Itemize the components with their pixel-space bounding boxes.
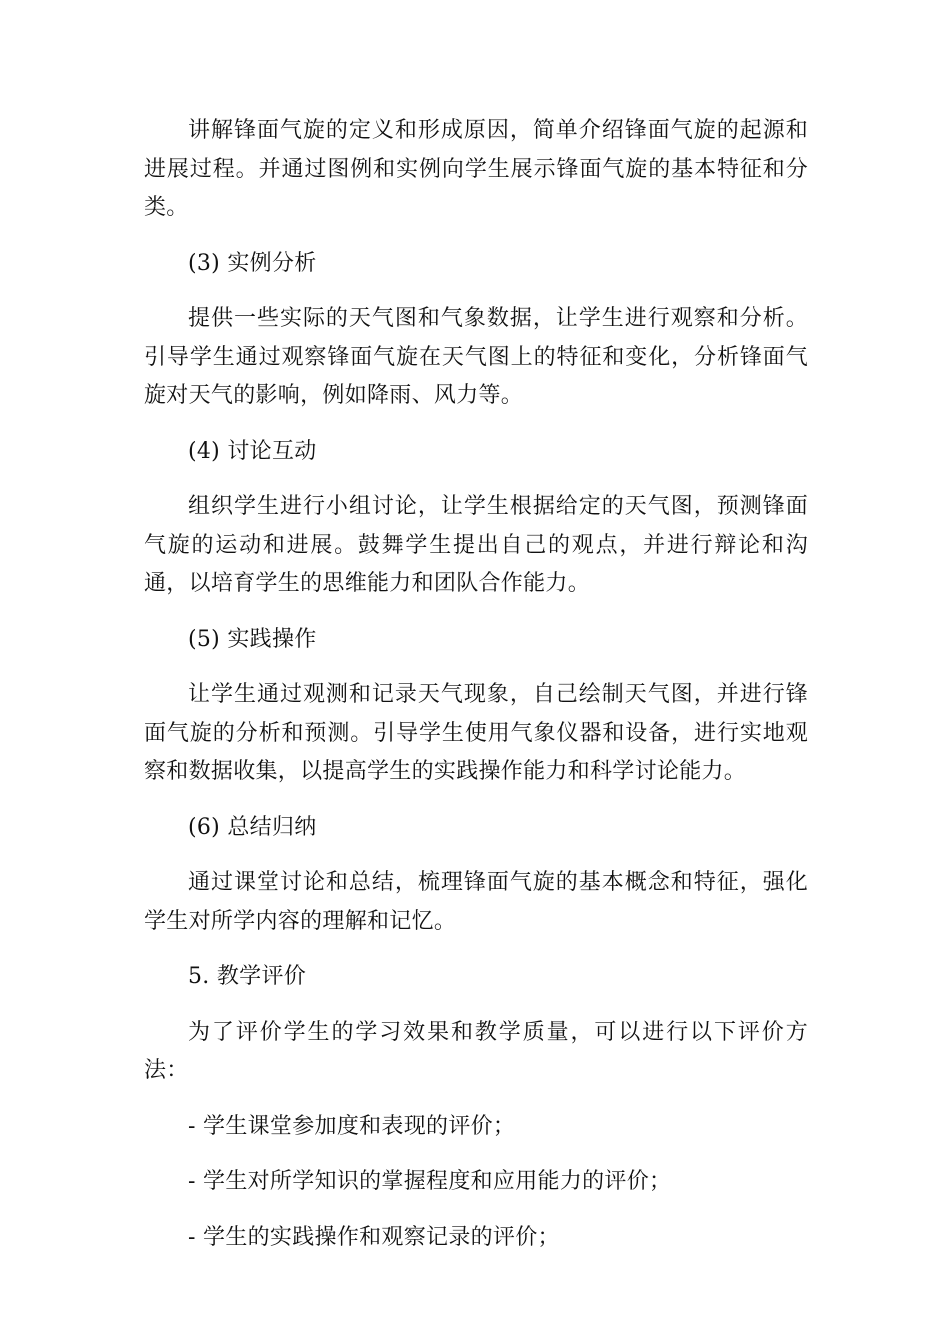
paragraph-intro: 讲解锋面气旋的定义和形成原因，简单介绍锋面气旋的起源和进展过程。并通过图例和实例向学生展示锋面气旋的基本特征和分类。 [144,118,808,220]
section-heading-5: (5) 实践操作 [188,626,317,652]
section-heading-6: (6) 总结归纳 [188,814,317,840]
paragraph-case-analysis: 提供一些实际的天气图和气象数据，让学生进行观察和分析。引导学生通过观察锋面气旋在天气图上的特征和变化，分析锋面气旋对天气的影响，例如降雨、风力等。 [144,306,808,408]
section-heading-evaluation: 5. 教学评价 [188,964,307,989]
paragraph-practice: 让学生通过观测和记录天气现象，自己绘制天气图，并进行锋面气旋的分析和预测。引导学生使用气象仪器和设备，进行实地观察和数据收集，以提高学生的实践操作能力和科学讨论能力。 [144,682,808,784]
paragraph-discussion: 组织学生进行小组讨论，让学生根据给定的天气图，预测锋面气旋的运动和进展。鼓舞学生提出自己的观点，并进行辩论和沟通，以培育学生的思维能力和团队合作能力。 [144,494,808,596]
paragraph-summary: 通过课堂讨论和总结，梳理锋面气旋的基本概念和特征，强化学生对所学内容的理解和记忆。 [144,870,808,934]
list-item: - 学生对所学知识的掌握程度和应用能力的评价； [188,1169,672,1194]
paragraph-evaluation-intro: 为了评价学生的学习效果和教学质量，可以进行以下评价方法： [144,1019,808,1083]
section-heading-3: (3) 实例分析 [188,250,317,276]
list-item: - 学生课堂参加度和表现的评价； [188,1113,516,1139]
section-heading-4: (4) 讨论互动 [188,438,317,464]
list-item: - 学生的实践操作和观察记录的评价； [188,1224,560,1250]
document-body [144,112,808,1274]
